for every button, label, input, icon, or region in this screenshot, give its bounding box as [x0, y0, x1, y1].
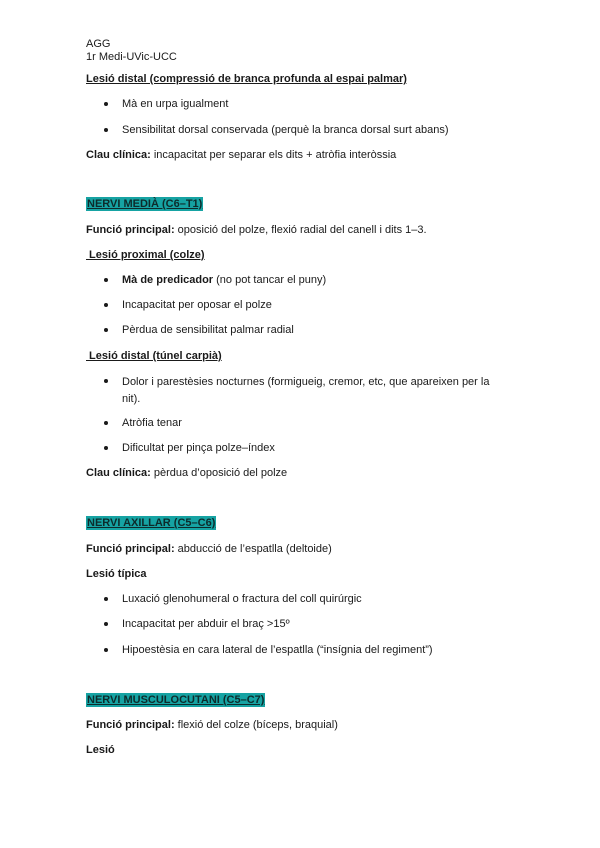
- funcio-text: flexió del colze (bíceps, braquial): [174, 719, 338, 731]
- axillar-list-3: [86, 643, 526, 657]
- list-item: Mà en urpa igualment: [86, 97, 526, 111]
- medial-distal-title: Lesió distal (túnel carpià): [86, 350, 222, 362]
- radial-distal-list: [86, 97, 526, 111]
- item-line-2: nit).: [122, 393, 141, 405]
- medial-proximal-list-3: [86, 323, 526, 337]
- clau-text: incapacitat per separar els dits + atròfia interòssia: [150, 149, 397, 161]
- medial-heading: NERVI MEDIÀ (C6–T1): [87, 198, 203, 210]
- clau-text: pèrdua d’oposició del polze: [150, 467, 288, 479]
- radial-distal-title: Lesió distal (compressió de branca profunda al espai palmar): [86, 73, 407, 85]
- list-item: Sensibilitat dorsal conservada (perquè la branca dorsal surt abans): [86, 123, 526, 137]
- medial-funcio: [86, 223, 427, 237]
- list-item: Atròfia tenar: [86, 416, 526, 430]
- axillar-heading: NERVI AXILLAR (C5–C6): [87, 517, 216, 529]
- axillar-lesio-title: Lesió típica: [86, 568, 147, 580]
- item-bold: Mà de predicador: [122, 274, 214, 286]
- axillar-list-1: [86, 592, 526, 606]
- musculocutani-funcio: [86, 718, 338, 732]
- funcio-text: oposició del polze, flexió radial del canell i dits 1–3.: [174, 224, 427, 236]
- axillar-list-2: [86, 617, 526, 631]
- section-heading-musculocutani: [86, 693, 265, 707]
- medial-clau: [86, 466, 287, 480]
- funcio-label: Funció principal:: [86, 719, 175, 731]
- header-course: 1r Medi-UVic-UCC: [86, 51, 177, 63]
- medial-distal-list: [86, 374, 526, 408]
- musculocutani-lesio-title: Lesió: [86, 744, 115, 756]
- funcio-label: Funció principal:: [86, 224, 175, 236]
- musculocutani-heading: NERVI MUSCULOCUTANI (C5–C7): [87, 694, 265, 706]
- funcio-text: abducció de l’espatlla (deltoide): [174, 543, 332, 555]
- list-item: Incapacitat per abduir el braç >15º: [86, 617, 526, 631]
- medial-proximal-list: [86, 273, 526, 287]
- list-item: Hipoestèsia en cara lateral de l’espatlla (“insígnia del regiment”): [86, 643, 526, 657]
- list-item: [86, 374, 526, 408]
- header-author: AGG: [86, 38, 111, 50]
- clau-label: Clau clínica:: [86, 149, 151, 161]
- medial-proximal-list-2: [86, 298, 526, 312]
- item-line-1: Dolor i parestèsies nocturnes (formigueig, cremor, etc, que apareixen per la: [122, 376, 490, 388]
- item-rest: (no pot tancar el puny): [213, 274, 327, 286]
- radial-clau: [86, 148, 396, 162]
- list-item: Luxació glenohumeral o fractura del coll quirúrgic: [86, 592, 526, 606]
- medial-proximal-title: Lesió proximal (colze): [86, 249, 205, 261]
- list-item: Incapacitat per oposar el polze: [86, 298, 526, 312]
- list-item: [86, 273, 526, 287]
- section-heading-medial: [86, 197, 203, 211]
- radial-distal-list-2: [86, 123, 526, 137]
- clau-label: Clau clínica:: [86, 467, 151, 479]
- medial-distal-list-2: [86, 416, 526, 430]
- funcio-label: Funció principal:: [86, 543, 175, 555]
- medial-distal-list-3: [86, 441, 526, 455]
- axillar-funcio: [86, 542, 332, 556]
- list-item: Dificultat per pinça polze–índex: [86, 441, 526, 455]
- section-heading-axillar: [86, 516, 216, 530]
- list-item: Pèrdua de sensibilitat palmar radial: [86, 323, 526, 337]
